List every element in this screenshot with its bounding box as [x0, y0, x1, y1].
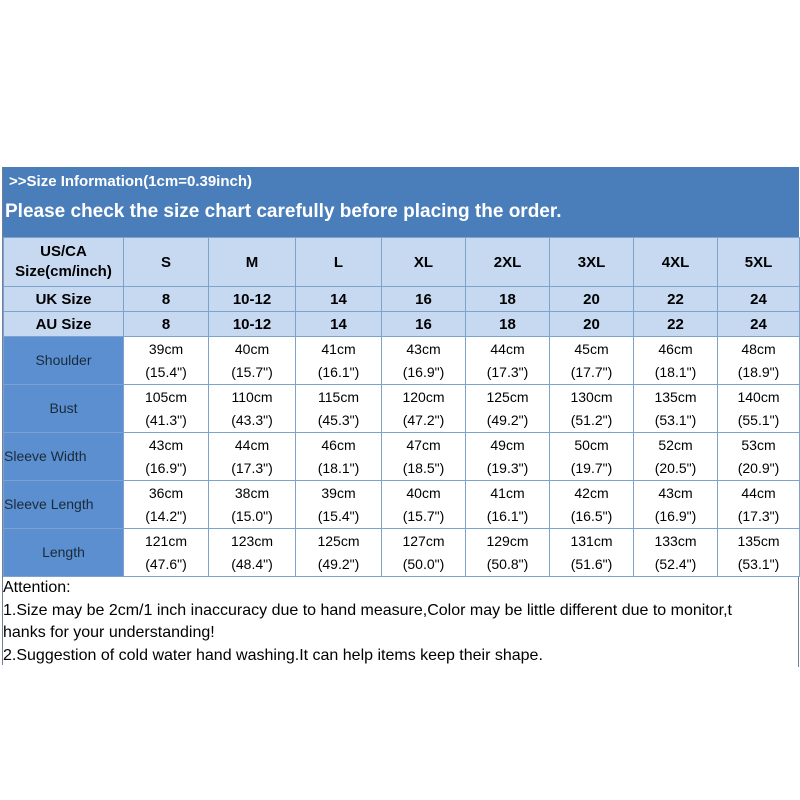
measurement-cm: 39cm [148, 340, 184, 357]
size-row-label: AU Size [4, 312, 124, 337]
size-conversion-row [4, 312, 800, 337]
size-info-heading: >>Size Information(1cm=0.39inch) [9, 173, 252, 190]
size-conversion-cell: 24 [718, 287, 800, 312]
size-conversion-cell: 20 [550, 312, 634, 337]
measurement-inch: (16.1") [486, 507, 529, 524]
measurement-inch: (16.5") [570, 507, 613, 524]
measurement-cm: 36cm [148, 484, 184, 501]
measurement-inch: (20.5") [654, 459, 697, 476]
size-header-cell: L [296, 238, 382, 287]
attention-notes [3, 577, 799, 667]
measurement-cell [124, 529, 209, 577]
measurement-row [4, 529, 800, 577]
size-chart-instruction: Please check the size chart carefully before placing the order. [5, 201, 562, 222]
measurement-inch: (18.5") [402, 459, 445, 476]
size-conversion-cell: 10-12 [209, 287, 296, 312]
measurement-inch: (14.2") [145, 507, 187, 524]
size-header-cell: XL [382, 238, 466, 287]
measurement-cm: 130cm [570, 388, 613, 405]
measurement-cell [718, 433, 800, 481]
measurement-cm: 47cm [406, 436, 441, 453]
note-line-2: 2.Suggestion of cold water hand washing.It can help items keep their shape. [3, 646, 543, 664]
size-conversion-row [4, 287, 800, 312]
size-header-cell: 3XL [550, 238, 634, 287]
measurement-inch: (17.3") [737, 507, 780, 524]
measurement-row [4, 385, 800, 433]
measurement-cm: 121cm [144, 532, 188, 549]
measurement-label: Sleeve Width [4, 433, 124, 481]
measurement-cell [466, 385, 550, 433]
measurement-inch: (16.9") [402, 363, 445, 380]
measurement-cm: 50cm [574, 436, 609, 453]
measurement-cm: 131cm [570, 532, 613, 549]
measurement-cm: 40cm [234, 340, 270, 357]
measurement-inch: (49.2") [317, 555, 360, 572]
measurement-cm: 105cm [144, 388, 188, 405]
measurement-cm: 53cm [741, 436, 776, 453]
measurement-cm: 140cm [737, 388, 780, 405]
measurement-inch: (53.1") [737, 555, 780, 572]
size-conversion-cell: 18 [466, 287, 550, 312]
measurement-inch: (51.2") [570, 411, 613, 428]
measurement-cell [209, 481, 296, 529]
measurement-cell [124, 337, 209, 385]
measurement-cell [296, 529, 382, 577]
size-conversion-cell: 8 [124, 312, 209, 337]
size-header-row [4, 238, 800, 287]
measurement-inch: (47.6") [145, 555, 187, 572]
measurement-inch: (15.7") [402, 507, 445, 524]
measurement-inch: (20.9") [737, 459, 780, 476]
measurement-cell [634, 337, 718, 385]
measurement-inch: (53.1") [654, 411, 697, 428]
measurement-cm: 43cm [406, 340, 441, 357]
measurement-label: Shoulder [4, 337, 124, 385]
measurement-cell [550, 337, 634, 385]
measurement-inch: (52.4") [654, 555, 697, 572]
measurement-cm: 46cm [658, 340, 693, 357]
measurement-cell [209, 433, 296, 481]
measurement-cell [718, 529, 800, 577]
measurement-cell [296, 481, 382, 529]
measurement-cell [466, 481, 550, 529]
size-conversion-cell: 22 [634, 287, 718, 312]
measurement-cm: 40cm [406, 484, 441, 501]
size-conversion-cell: 14 [296, 287, 382, 312]
measurement-row [4, 481, 800, 529]
measurement-cell [634, 385, 718, 433]
size-row-label: UK Size [4, 287, 124, 312]
measurement-inch: (43.3") [231, 411, 273, 428]
measurement-inch: (51.6") [570, 555, 613, 572]
measurement-cell [124, 481, 209, 529]
measurement-inch: (50.0") [402, 555, 445, 572]
size-header-cell: S [124, 238, 209, 287]
measurement-row [4, 337, 800, 385]
measurement-cell [382, 481, 466, 529]
measurement-cm: 135cm [737, 532, 780, 549]
size-conversion-cell: 20 [550, 287, 634, 312]
measurement-cell [124, 385, 209, 433]
measurement-row [4, 433, 800, 481]
measurement-cell [634, 433, 718, 481]
measurement-inch: (48.4") [231, 555, 273, 572]
measurement-cell [718, 337, 800, 385]
measurement-inch: (41.3") [145, 411, 187, 428]
measurement-cm: 44cm [234, 436, 270, 453]
measurement-cm: 46cm [321, 436, 356, 453]
measurement-cell [634, 529, 718, 577]
size-conversion-cell: 22 [634, 312, 718, 337]
notes-heading: Attention: [3, 579, 71, 596]
measurement-cm: 38cm [234, 484, 270, 501]
measurement-cm: 135cm [654, 388, 697, 405]
measurement-label: Bust [4, 385, 124, 433]
size-header-cell: 2XL [466, 238, 550, 287]
measurement-inch: (50.8") [486, 555, 529, 572]
measurement-cm: 129cm [486, 532, 529, 549]
size-conversion-cell: 14 [296, 312, 382, 337]
size-header-cell: 4XL [634, 238, 718, 287]
measurement-cell [718, 481, 800, 529]
measurement-cell [382, 337, 466, 385]
corner-label-region: US/CA [40, 243, 87, 260]
measurement-cm: 115cm [318, 388, 359, 405]
measurement-inch: (16.9") [654, 507, 697, 524]
measurement-inch: (49.2") [486, 411, 529, 428]
note-line-1: 1.Size may be 2cm/1 inch inaccuracy due to hand measure,Color may be little different due to monitor,t [3, 601, 732, 619]
measurement-cell [466, 337, 550, 385]
measurement-cm: 43cm [148, 436, 184, 453]
measurement-cm: 133cm [654, 532, 697, 549]
measurement-cell [296, 433, 382, 481]
measurement-inch: (18.1") [317, 459, 360, 476]
measurement-cm: 110cm [231, 388, 273, 405]
size-corner-cell [4, 238, 124, 287]
measurement-cm: 42cm [574, 484, 609, 501]
measurement-cell [550, 433, 634, 481]
measurement-cell [466, 433, 550, 481]
measurement-label: Sleeve Length [4, 481, 124, 529]
measurement-cell [382, 433, 466, 481]
measurement-cm: 52cm [658, 436, 693, 453]
measurement-cell [550, 481, 634, 529]
measurement-cm: 44cm [490, 340, 525, 357]
measurement-inch: (17.7") [570, 363, 613, 380]
measurement-cm: 127cm [402, 532, 445, 549]
measurement-inch: (18.9") [737, 363, 780, 380]
measurement-cm: 125cm [317, 532, 360, 549]
measurement-inch: (17.3") [486, 363, 529, 380]
measurement-cell [296, 385, 382, 433]
size-table [3, 237, 800, 577]
size-conversion-cell: 16 [382, 287, 466, 312]
size-info-banner [3, 167, 799, 237]
measurement-cell [296, 337, 382, 385]
measurement-inch: (55.1") [737, 411, 780, 428]
measurement-inch: (15.4") [317, 507, 360, 524]
measurement-cell [382, 529, 466, 577]
measurement-cell [209, 337, 296, 385]
measurement-inch: (15.7") [231, 363, 273, 380]
measurement-inch: (19.3") [486, 459, 529, 476]
size-header-cell: 5XL [718, 238, 800, 287]
measurement-inch: (17.3") [231, 459, 273, 476]
measurement-cm: 48cm [741, 340, 776, 357]
measurement-cm: 123cm [230, 532, 274, 549]
size-conversion-cell: 16 [382, 312, 466, 337]
measurement-label: Length [4, 529, 124, 577]
measurement-inch: (16.1") [317, 363, 360, 380]
measurement-cm: 39cm [321, 484, 356, 501]
measurement-cell [382, 385, 466, 433]
size-conversion-cell: 10-12 [209, 312, 296, 337]
measurement-inch: (16.9") [145, 459, 187, 476]
measurement-inch: (15.4") [145, 363, 187, 380]
note-line-1-cont: hanks for your understanding! [3, 624, 215, 641]
measurement-cell [209, 385, 296, 433]
measurement-cm: 120cm [402, 388, 445, 405]
size-conversion-cell: 18 [466, 312, 550, 337]
measurement-cm: 43cm [658, 484, 693, 501]
measurement-cell [550, 529, 634, 577]
measurement-cm: 41cm [321, 340, 356, 357]
measurement-inch: (15.0") [231, 507, 273, 524]
measurement-cm: 41cm [490, 484, 525, 501]
measurement-cm: 49cm [490, 436, 525, 453]
measurement-cell [634, 481, 718, 529]
measurement-cm: 125cm [486, 388, 529, 405]
measurement-cell [124, 433, 209, 481]
measurement-cell [209, 529, 296, 577]
size-chart [2, 167, 799, 665]
measurement-cell [466, 529, 550, 577]
size-conversion-cell: 8 [124, 287, 209, 312]
measurement-inch: (45.3") [317, 411, 360, 428]
measurement-cell [550, 385, 634, 433]
measurement-cm: 44cm [741, 484, 776, 501]
measurement-inch: (18.1") [654, 363, 697, 380]
measurement-inch: (19.7") [570, 459, 613, 476]
measurement-cm: 45cm [574, 340, 609, 357]
measurement-cell [718, 385, 800, 433]
measurement-inch: (47.2") [402, 411, 445, 428]
size-conversion-cell: 24 [718, 312, 800, 337]
corner-label-unit: Size(cm/inch) [15, 263, 112, 280]
size-header-cell: M [209, 238, 296, 287]
